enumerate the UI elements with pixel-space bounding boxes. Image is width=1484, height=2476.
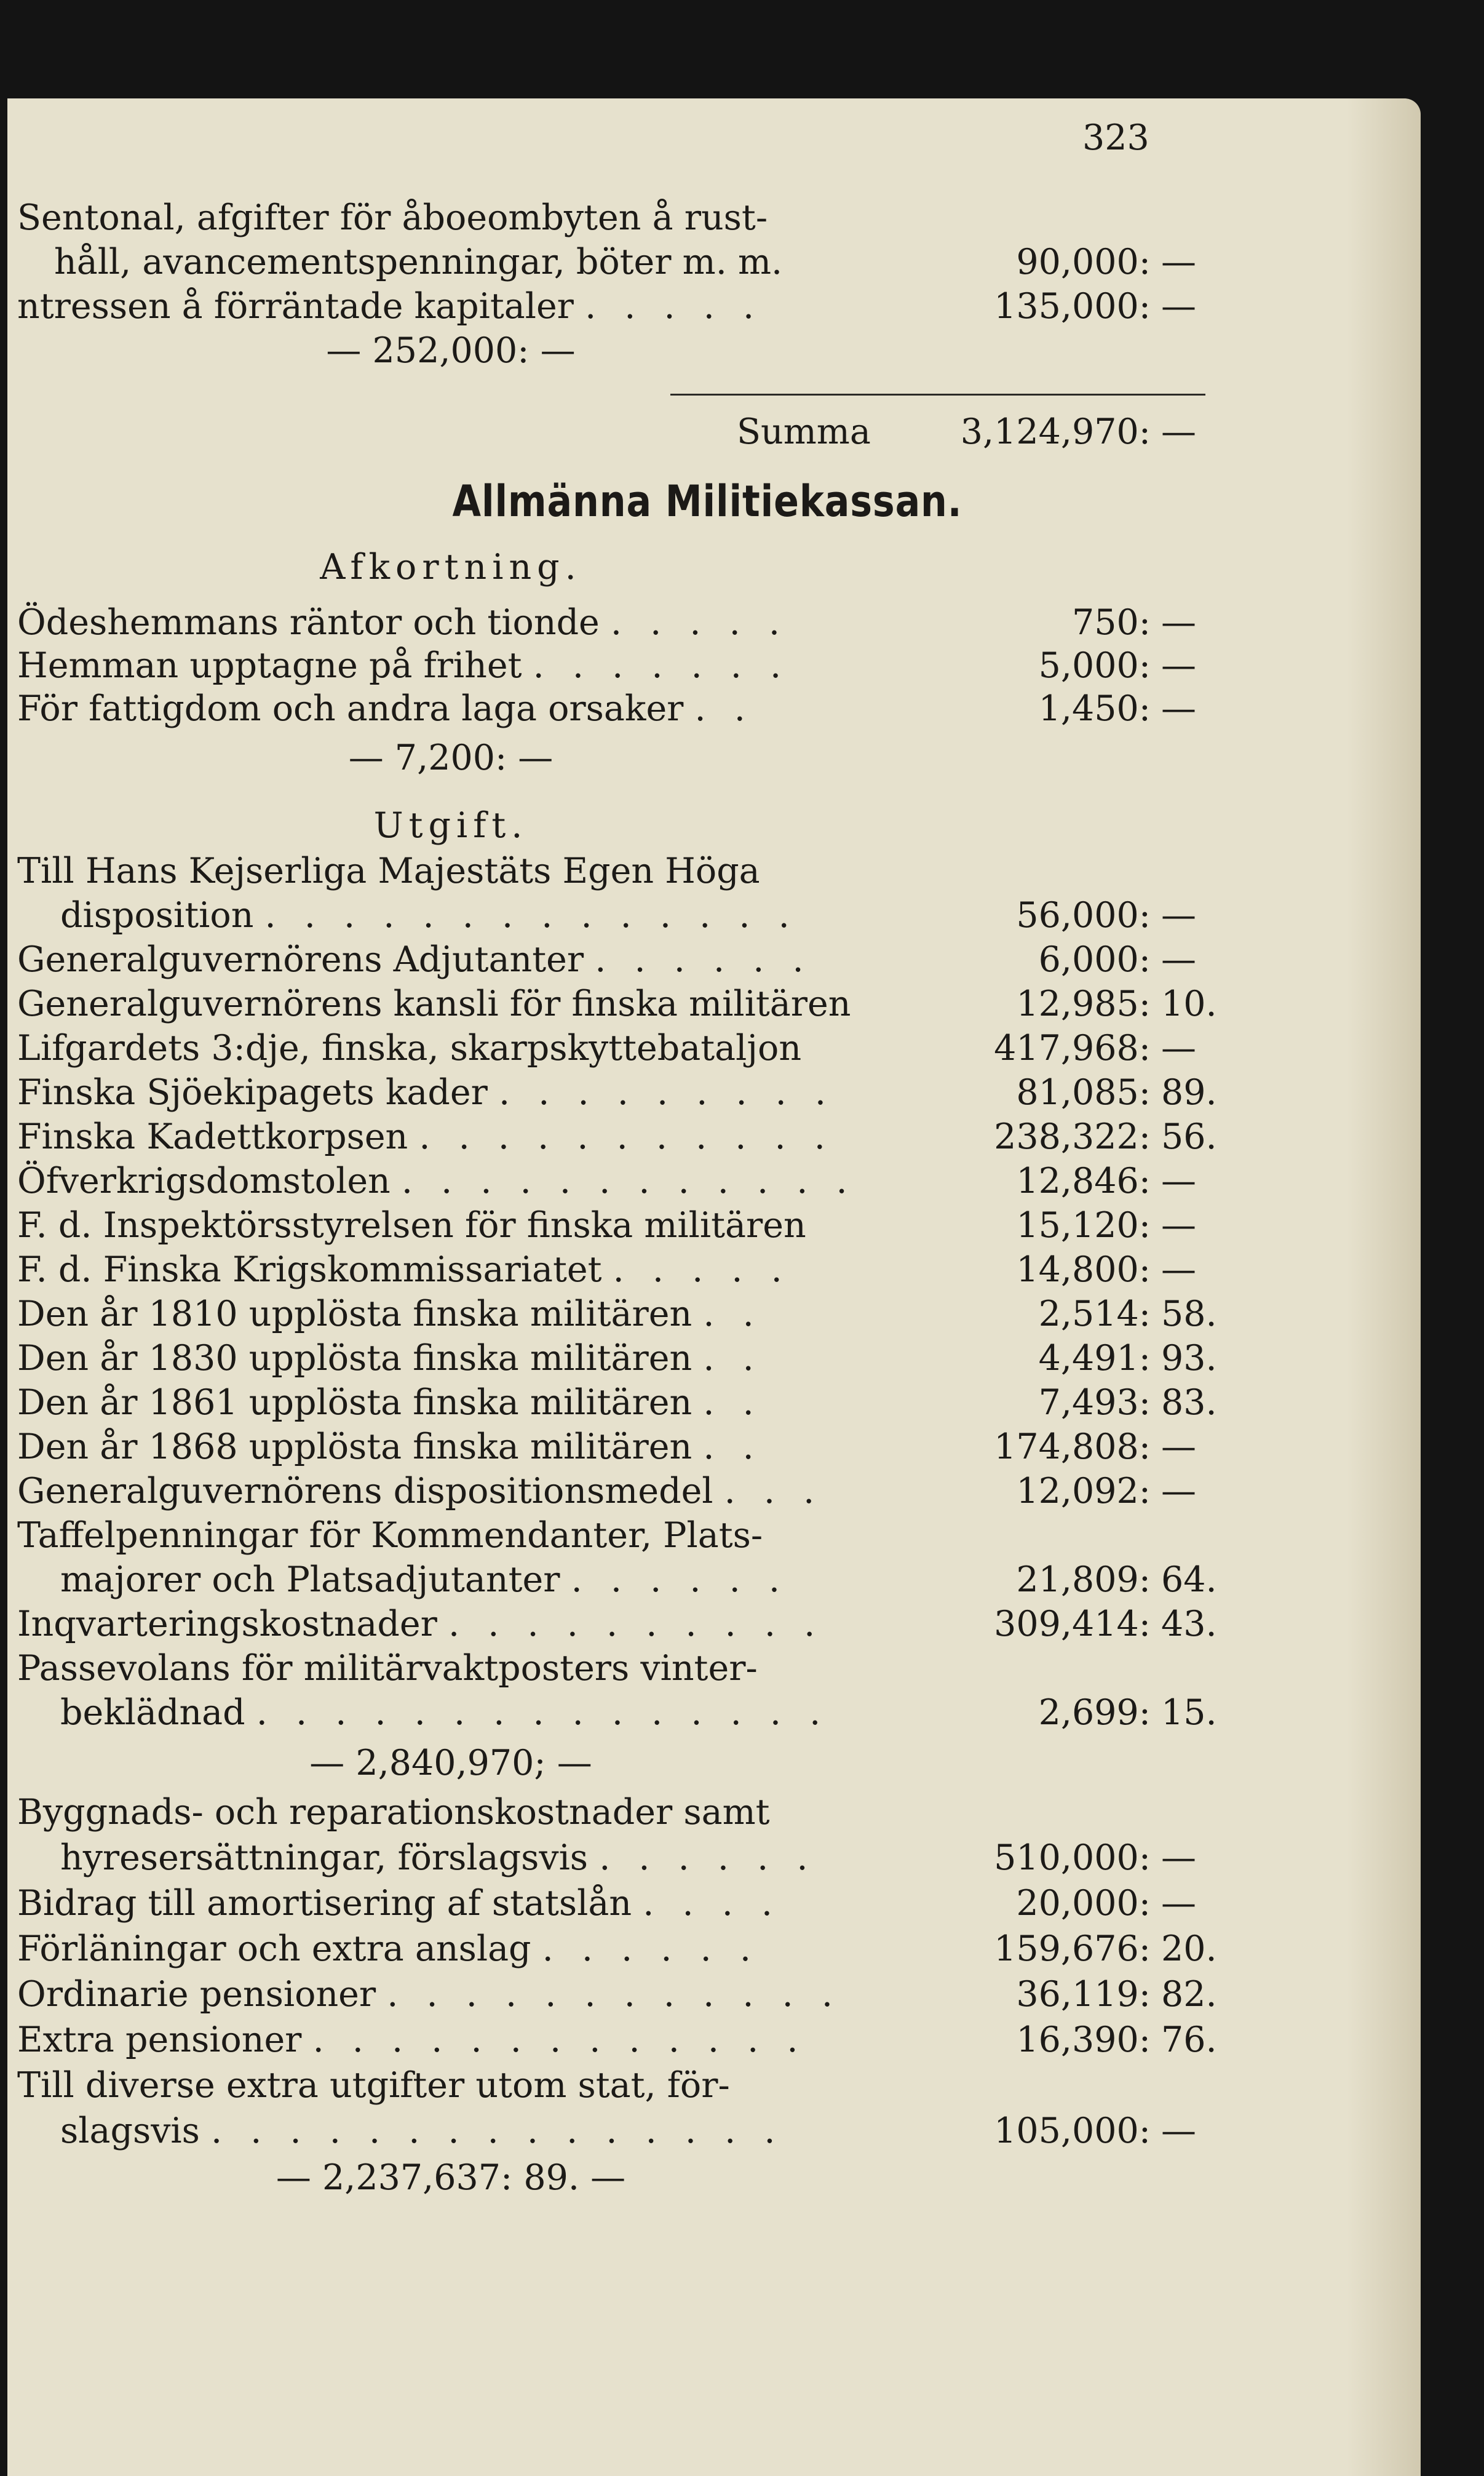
- line-ore: —: [1161, 1427, 1196, 1467]
- afkortning-heading: Afkortning.: [320, 547, 582, 587]
- line-amount: 15,120:: [1016, 1205, 1151, 1246]
- ledger-line: [17, 1927, 1217, 1971]
- line-label: Till diverse extra utgifter utom stat, för-: [17, 2065, 730, 2106]
- line-amount: 510,000:: [994, 1837, 1151, 1878]
- line-label: Ordinarie pensioner . . . . . . . . . . . .: [17, 1974, 841, 2015]
- ledger-line: [17, 687, 1204, 731]
- leader-dots: . . . . . .: [571, 1559, 788, 1600]
- subtotal-line: [17, 736, 884, 780]
- line-ore: —: [1161, 602, 1196, 643]
- subtotal: — 7,200: —: [348, 738, 554, 778]
- line-label: Byggnads- och reparationskostnader samt: [17, 1792, 770, 1833]
- line-label: håll, avancementspenningar, böter m. m.: [54, 242, 783, 282]
- line-amount: 4,491:: [1038, 1338, 1151, 1379]
- line-label: Passevolans för militärvaktposters vinter-: [17, 1648, 758, 1689]
- line-ore: —: [1161, 2111, 1196, 2151]
- line-amount: 12,985:: [1016, 984, 1151, 1024]
- line-label: För fattigdom och andra laga orsaker . .: [17, 688, 754, 729]
- ledger-line: [17, 1972, 1217, 2016]
- subtotal: — 252,000: —: [326, 330, 576, 371]
- line-ore: —: [1161, 242, 1196, 282]
- line-amount: 36,119:: [1016, 1974, 1151, 2015]
- line-label: majorer och Platsadjutanter . . . . . .: [60, 1559, 788, 1600]
- line-label: Den år 1830 upplösta finska militären . .: [17, 1338, 763, 1379]
- line-ore: —: [1161, 286, 1196, 327]
- ledger-line: [17, 1336, 1217, 1380]
- subtotal-line: [17, 1741, 884, 1785]
- line-amount: 12,092:: [1016, 1471, 1151, 1511]
- ledger-line: [17, 2063, 1204, 2108]
- line-label: Finska Sjöekipagets kader . . . . . . . . .: [17, 1072, 835, 1113]
- line-ore: —: [1161, 645, 1196, 686]
- leader-dots: . . . . . . . . . . . . .: [312, 2020, 807, 2060]
- line-ore: 76.: [1161, 2020, 1217, 2060]
- line-amount: 12,846:: [1016, 1161, 1151, 1201]
- ledger-line: [17, 1469, 1204, 1513]
- line-amount: 16,390:: [1016, 2020, 1151, 2060]
- line-label: Förläningar och extra anslag . . . . . .: [17, 1929, 760, 1969]
- line-ore: —: [1161, 1837, 1196, 1878]
- line-amount: 238,322:: [994, 1117, 1151, 1157]
- line-amount: 2,514:: [1038, 1294, 1151, 1334]
- ledger-line: [17, 196, 1204, 240]
- leader-dots: . . . . . .: [595, 939, 812, 980]
- leader-dots: . . . . . . . . . . .: [419, 1117, 834, 1157]
- line-amount: 2,699:: [1038, 1692, 1151, 1733]
- subtotal-line: [17, 328, 884, 373]
- line-label: Generalguvernörens dispositionsmedel . . .: [17, 1471, 823, 1511]
- line-ore: —: [1161, 1205, 1196, 1246]
- line-ore: —: [1161, 1883, 1196, 1924]
- line-ore: —: [1161, 1471, 1196, 1511]
- line-amount: 174,808:: [994, 1427, 1151, 1467]
- section-title: Allmänna Militiekassan.: [452, 476, 962, 527]
- line-label: Hemman upptagne på frihet . . . . . . .: [17, 645, 790, 686]
- ledger-line: [17, 1292, 1217, 1336]
- ledger-line: [17, 937, 1204, 982]
- line-ore: 83.: [1161, 1382, 1217, 1423]
- ledger-line: [17, 1558, 1217, 1602]
- line-amount: 14,800:: [1016, 1249, 1151, 1290]
- leader-dots: . .: [703, 1382, 763, 1423]
- ledger-line: [17, 643, 1204, 688]
- line-ore: —: [1161, 1028, 1196, 1069]
- ledger-line: [17, 1070, 1217, 1115]
- line-amount: 56,000:: [1016, 895, 1151, 936]
- line-label: Extra pensioner . . . . . . . . . . . . .: [17, 2020, 807, 2060]
- line-ore: 56.: [1161, 1117, 1217, 1157]
- leader-dots: . . . . .: [585, 286, 763, 327]
- line-amount: 6,000:: [1038, 939, 1151, 980]
- line-ore: 15.: [1161, 1692, 1217, 1733]
- ledger-line: [17, 982, 1217, 1026]
- line-ore: —: [1161, 688, 1196, 729]
- line-label: Finska Kadettkorpsen . . . . . . . . . . .: [17, 1117, 834, 1157]
- line-label: Bidrag till amortisering af statslån . . . .: [17, 1883, 782, 1924]
- ledger-line: [17, 600, 1204, 645]
- ledger-line: [17, 1380, 1217, 1425]
- leader-dots: . . . . . . . . . . . . . .: [264, 895, 798, 936]
- line-label: ntressen å förräntade kapitaler . . . . .: [17, 286, 763, 327]
- ledger-line: [17, 2018, 1217, 2062]
- line-ore: 10.: [1161, 984, 1217, 1024]
- utgift-heading: Utgift.: [373, 805, 528, 846]
- summa-ore: —: [1161, 412, 1196, 452]
- ledger-line: [17, 1203, 1204, 1248]
- ledger-line: [17, 1115, 1217, 1159]
- line-amount: 309,414:: [994, 1604, 1151, 1644]
- leader-dots: . . .: [724, 1471, 823, 1511]
- line-label: Öfverkrigsdomstolen . . . . . . . . . . . .: [17, 1161, 856, 1201]
- leader-dots: . . . . . .: [599, 1837, 817, 1878]
- line-label: beklädnad . . . . . . . . . . . . . . .: [60, 1692, 830, 1733]
- line-amount: 21,809:: [1016, 1559, 1151, 1600]
- line-label: Sentonal, afgifter för åboeombyten å rust-: [17, 197, 768, 238]
- line-label: Lifgardets 3:dje, finska, skarpskyttebataljon: [17, 1028, 802, 1069]
- line-amount: 7,493:: [1038, 1382, 1151, 1423]
- summa-amount: 3,124,970:: [960, 412, 1151, 452]
- ledger-line: [17, 2109, 1204, 2153]
- leader-dots: . .: [703, 1427, 763, 1467]
- page-number: 323: [1082, 117, 1149, 158]
- leader-dots: . . . .: [643, 1883, 782, 1924]
- line-amount: 20,000:: [1016, 1883, 1151, 1924]
- subtotal-line: [17, 2156, 884, 2200]
- line-label: F. d. Finska Krigskommissariatet . . . . .: [17, 1249, 791, 1290]
- line-label: Den år 1868 upplösta finska militären . .: [17, 1427, 763, 1467]
- line-ore: —: [1161, 1161, 1196, 1201]
- line-ore: —: [1161, 1249, 1196, 1290]
- line-label: Ödeshemmans räntor och tionde . . . . .: [17, 602, 788, 643]
- subheading-line: [17, 803, 884, 848]
- leader-dots: . . . . . . . . . . . .: [401, 1161, 856, 1201]
- line-ore: 58.: [1161, 1294, 1217, 1334]
- line-label: F. d. Inspektörsstyrelsen för finska militären: [17, 1205, 806, 1246]
- line-label: slagsvis . . . . . . . . . . . . . . .: [60, 2111, 784, 2151]
- ledger-line: [17, 1425, 1204, 1469]
- subtotal: — 2,237,637: 89. —: [276, 2157, 626, 2198]
- line-ore: 93.: [1161, 1338, 1217, 1379]
- line-ore: 43.: [1161, 1604, 1217, 1644]
- ledger-line: [17, 1248, 1204, 1292]
- leader-dots: . . . . . . . . .: [499, 1072, 835, 1113]
- line-ore: 82.: [1161, 1974, 1217, 2015]
- line-amount: 90,000:: [1016, 242, 1151, 282]
- ledger-line: [17, 1513, 1204, 1558]
- leader-dots: . . . . .: [613, 1249, 791, 1290]
- line-label: Generalguvernörens Adjutanter . . . . . .: [17, 939, 812, 980]
- line-label: disposition . . . . . . . . . . . . . .: [60, 895, 798, 936]
- leader-dots: . . . . . . . . . .: [448, 1604, 824, 1644]
- line-label: Den år 1861 upplösta finska militären . .: [17, 1382, 763, 1423]
- leader-dots: . .: [703, 1338, 763, 1379]
- line-label: Taffelpenningar för Kommendanter, Plats-: [17, 1515, 763, 1556]
- ledger-line: [17, 1690, 1217, 1735]
- ledger-line: [17, 1881, 1204, 1925]
- leader-dots: . . . . . . . . . . . . . . .: [211, 2111, 784, 2151]
- summa-line: [17, 410, 1204, 454]
- ledger-line: [17, 1836, 1204, 1880]
- line-label: hyresersättningar, förslagsvis . . . . . .: [60, 1837, 817, 1878]
- ledger-line: [17, 284, 1204, 328]
- ledger-line: [17, 1602, 1217, 1646]
- line-amount: 105,000:: [994, 2111, 1151, 2151]
- sum-rule: [670, 394, 1205, 396]
- line-ore: 64.: [1161, 1559, 1217, 1600]
- ledger-line: [17, 893, 1204, 937]
- line-ore: 89.: [1161, 1072, 1217, 1113]
- leader-dots: . . . . .: [610, 602, 788, 643]
- ledger-line: [17, 240, 1204, 284]
- line-label: Den år 1810 upplösta finska militären . .: [17, 1294, 763, 1334]
- leader-dots: . . . . . . . . . . . . . . .: [256, 1692, 830, 1733]
- line-amount: 5,000:: [1038, 645, 1151, 686]
- line-ore: —: [1161, 939, 1196, 980]
- leader-dots: . . . . . . . . . . . .: [387, 1974, 841, 2015]
- line-amount: 81,085:: [1016, 1072, 1151, 1113]
- leader-dots: . .: [694, 688, 754, 729]
- leader-dots: . . . . . . .: [533, 645, 790, 686]
- ledger-line: [17, 1026, 1204, 1070]
- subheading-line: [17, 545, 884, 589]
- line-amount: 417,968:: [994, 1028, 1151, 1069]
- leader-dots: . . . . . .: [542, 1929, 760, 1969]
- line-label: Generalguvernörens kansli för finska militären: [17, 984, 851, 1024]
- line-amount: 1,450:: [1038, 688, 1151, 729]
- ledger-line: [17, 1790, 1204, 1834]
- line-label: Till Hans Kejserliga Majestäts Egen Höga: [17, 851, 760, 891]
- line-amount: 750:: [1072, 602, 1151, 643]
- leader-dots: . .: [703, 1294, 763, 1334]
- line-label: Inqvarteringskostnader . . . . . . . . . .: [17, 1604, 824, 1644]
- summa-label: Summa: [737, 412, 871, 452]
- line-amount: 159,676:: [994, 1929, 1151, 1969]
- subtotal: — 2,840,970; —: [309, 1743, 592, 1783]
- ledger-line: [17, 849, 1204, 893]
- line-amount: 135,000:: [994, 286, 1151, 327]
- line-ore: —: [1161, 895, 1196, 936]
- ledger-line: [17, 1646, 1204, 1690]
- ledger-line: [17, 1159, 1204, 1203]
- line-ore: 20.: [1161, 1929, 1217, 1969]
